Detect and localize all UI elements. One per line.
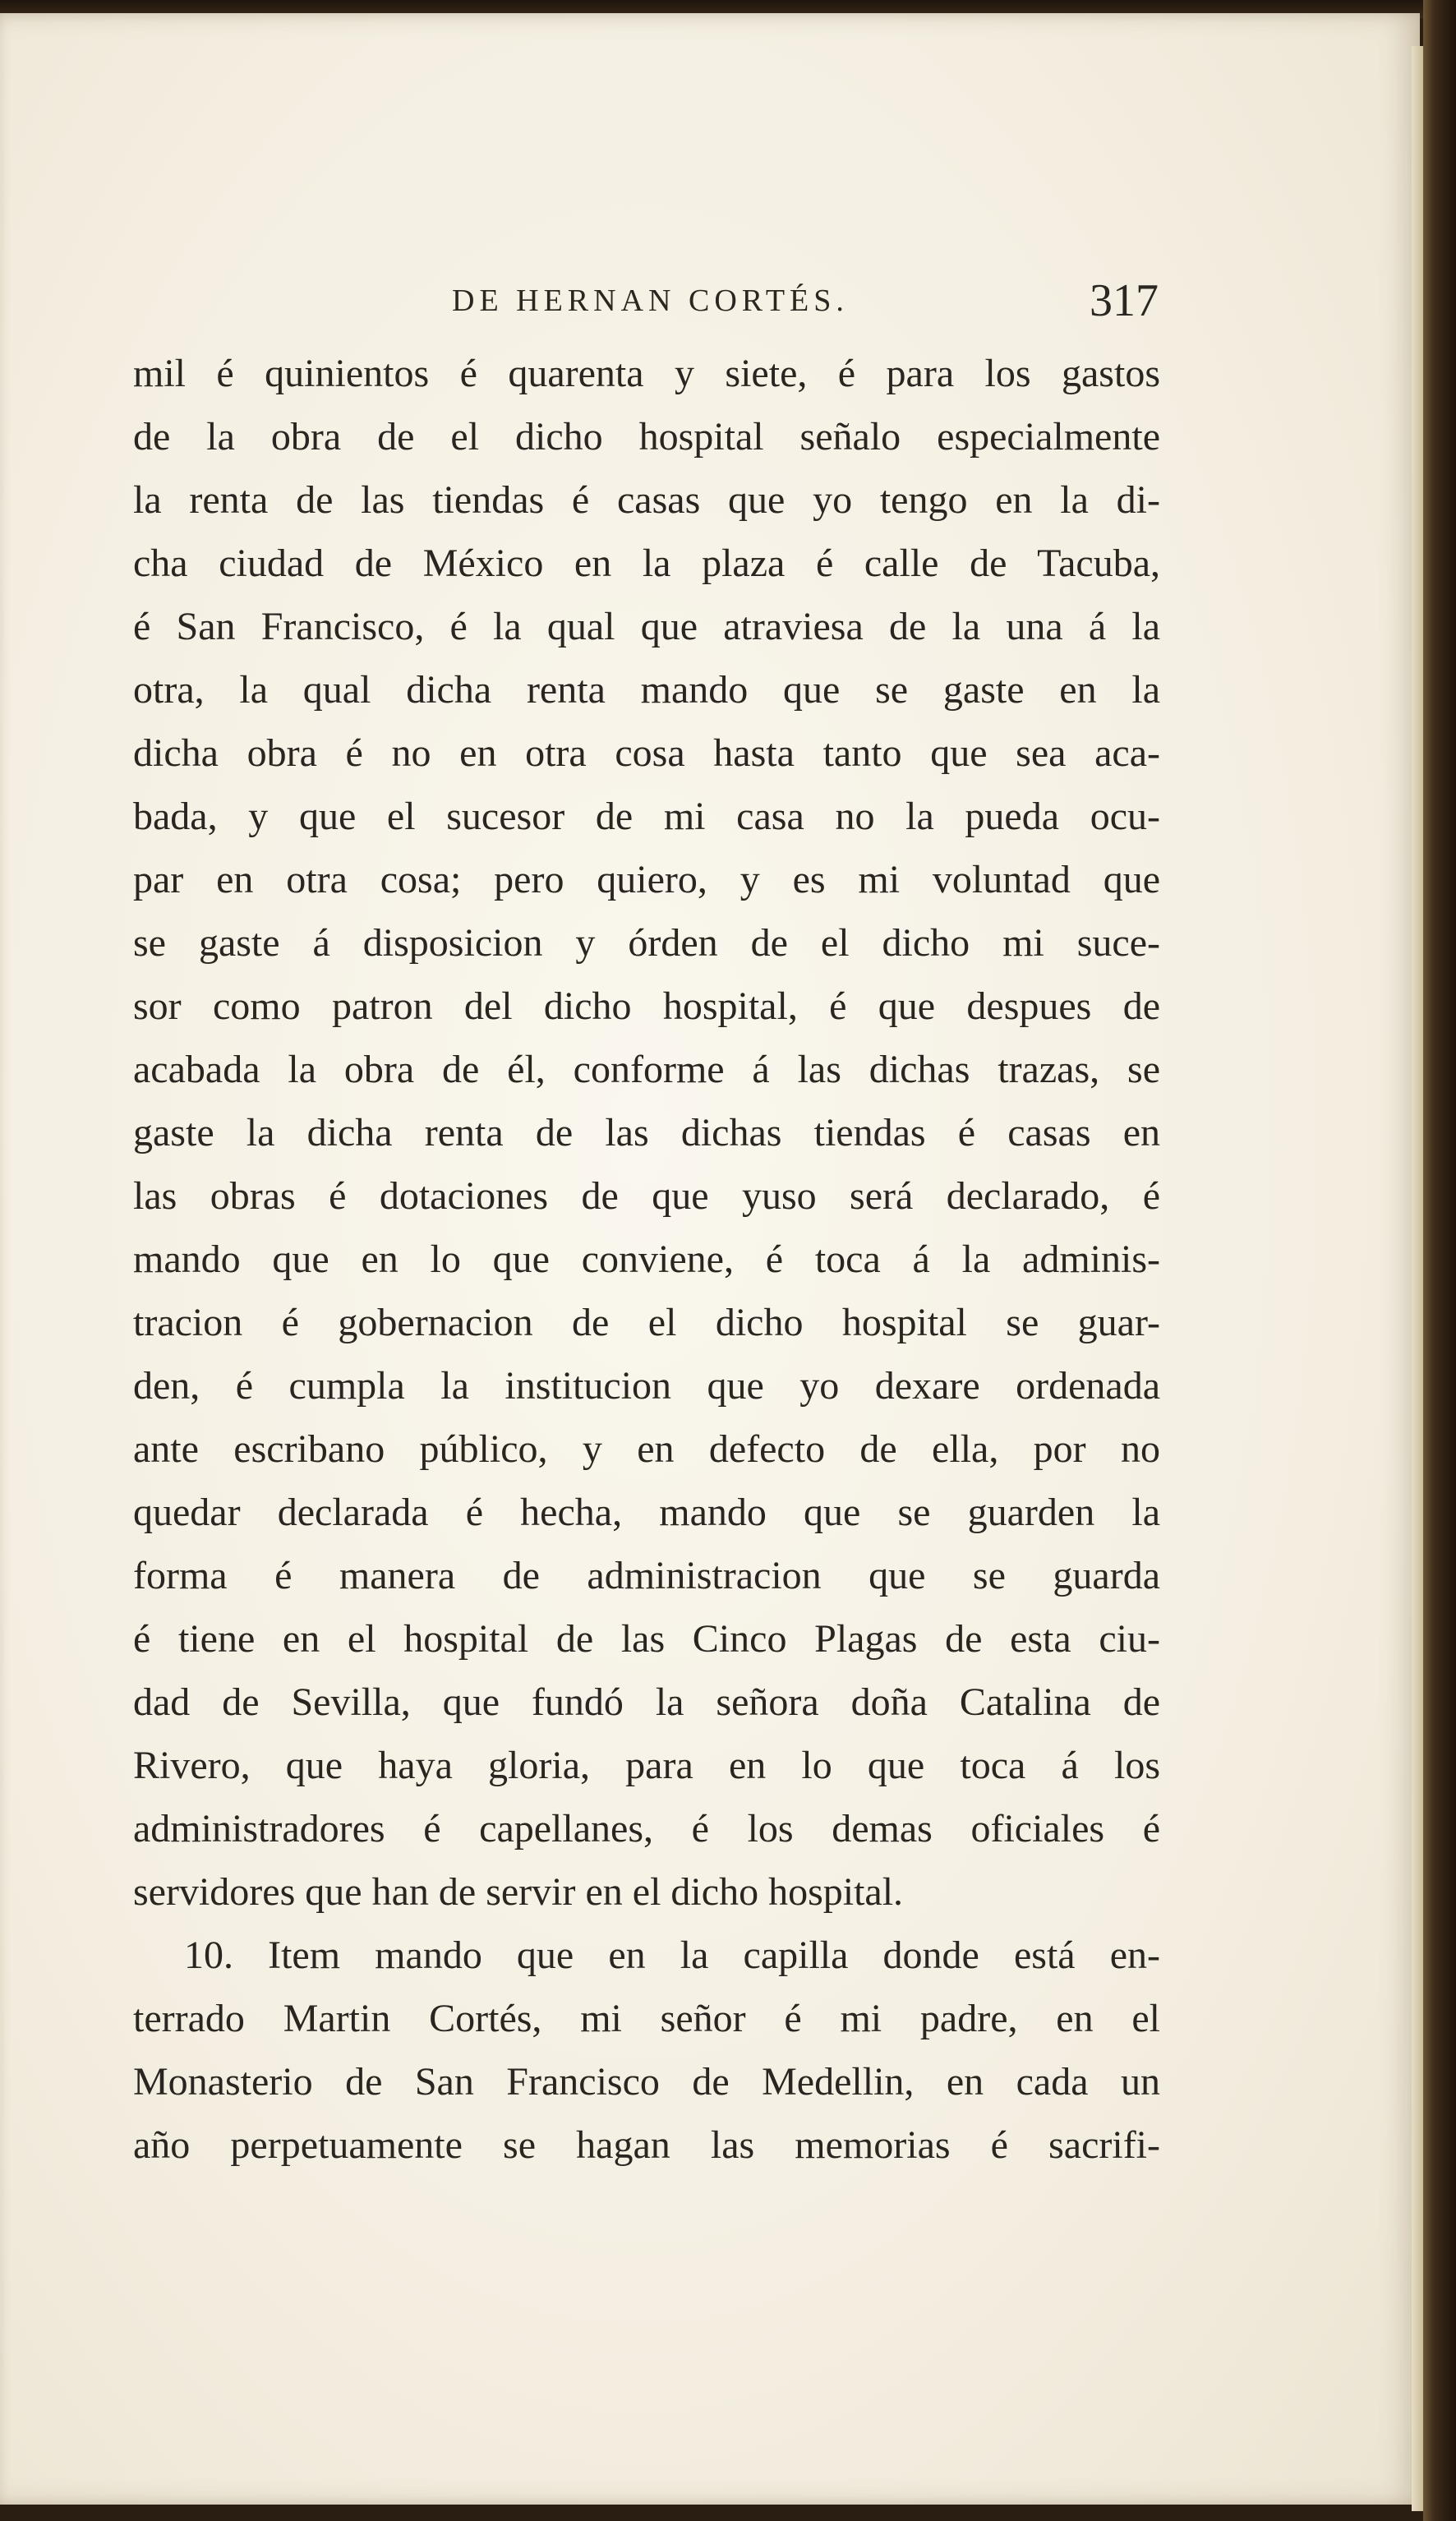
book-page [0,13,1420,2505]
text-line: 10. Item mando que en la capilla donde está en- [184,1933,1160,1977]
text-line: otra, la qual dicha renta mando que se gaste en la [133,668,1160,712]
text-line: é San Francisco, é la qual que atraviesa de la una á la [133,605,1160,648]
text-line: sor como patron del dicho hospital, é que despues de [133,984,1160,1028]
text-line: é tiene en el hospital de las Cinco Plagas de esta ciu- [133,1617,1160,1661]
text-line: la renta de las tiendas é casas que yo tengo en la di- [133,478,1160,522]
text-line: servidores que han de servir en el dicho hospital. [133,1870,904,1914]
text-line: dad de Sevilla, que fundó la señora doña Catalina de [133,1680,1160,1724]
text-line: de la obra de el dicho hospital señalo especialmente [133,415,1160,459]
text-line: den, é cumpla la institucion que yo dexare ordenada [133,1364,1160,1408]
page-fore-edge [1412,46,1423,2511]
text-line: se gaste á disposicion y órden de el dicho mi suce- [133,921,1160,965]
text-line: ante escribano público, y en defecto de ella, por no [133,1427,1160,1471]
text-line: administradores é capellanes, é los demas oficiales é [133,1807,1160,1850]
text-line: quedar declarada é hecha, mando que se guarden la [133,1491,1160,1534]
text-line: cha ciudad de México en la plaza é calle de Tacuba, [133,542,1160,585]
text-line: gaste la dicha renta de las dichas tiendas é casas en [133,1111,1160,1154]
page-header [131,274,1159,324]
body-text [133,342,1160,2177]
text-line: par en otra cosa; pero quiero, y es mi voluntad que [133,858,1160,901]
text-line: dicha obra é no en otra cosa hasta tanto que sea aca- [133,731,1160,775]
text-line: las obras é dotaciones de que yuso será declarado, é [133,1174,1160,1218]
text-line: tracion é gobernacion de el dicho hospital se guar- [133,1301,1160,1344]
text-line: terrado Martin Cortés, mi señor é mi padre, en el [133,1997,1160,2040]
text-line: Monasterio de San Francisco de Medellin, en cada un [133,2060,1160,2104]
text-line: mil é quinientos é quarenta y siete, é para los gastos [133,352,1160,395]
page-number: 317 [1090,275,1159,326]
running-title: DE HERNAN CORTÉS. [452,283,849,318]
text-line: bada, y que el sucesor de mi casa no la pueda ocu- [133,795,1160,838]
text-line: acabada la obra de él, conforme á las dichas trazas, se [133,1048,1160,1091]
book-binding-edge [1423,0,1456,2521]
text-line: año perpetuamente se hagan las memorias é sacrifi- [133,2123,1160,2167]
text-line: Rivero, que haya gloria, para en lo que toca á los [133,1744,1160,1787]
text-line: mando que en lo que conviene, é toca á la adminis- [133,1237,1160,1281]
text-line: forma é manera de administracion que se guarda [133,1554,1160,1597]
